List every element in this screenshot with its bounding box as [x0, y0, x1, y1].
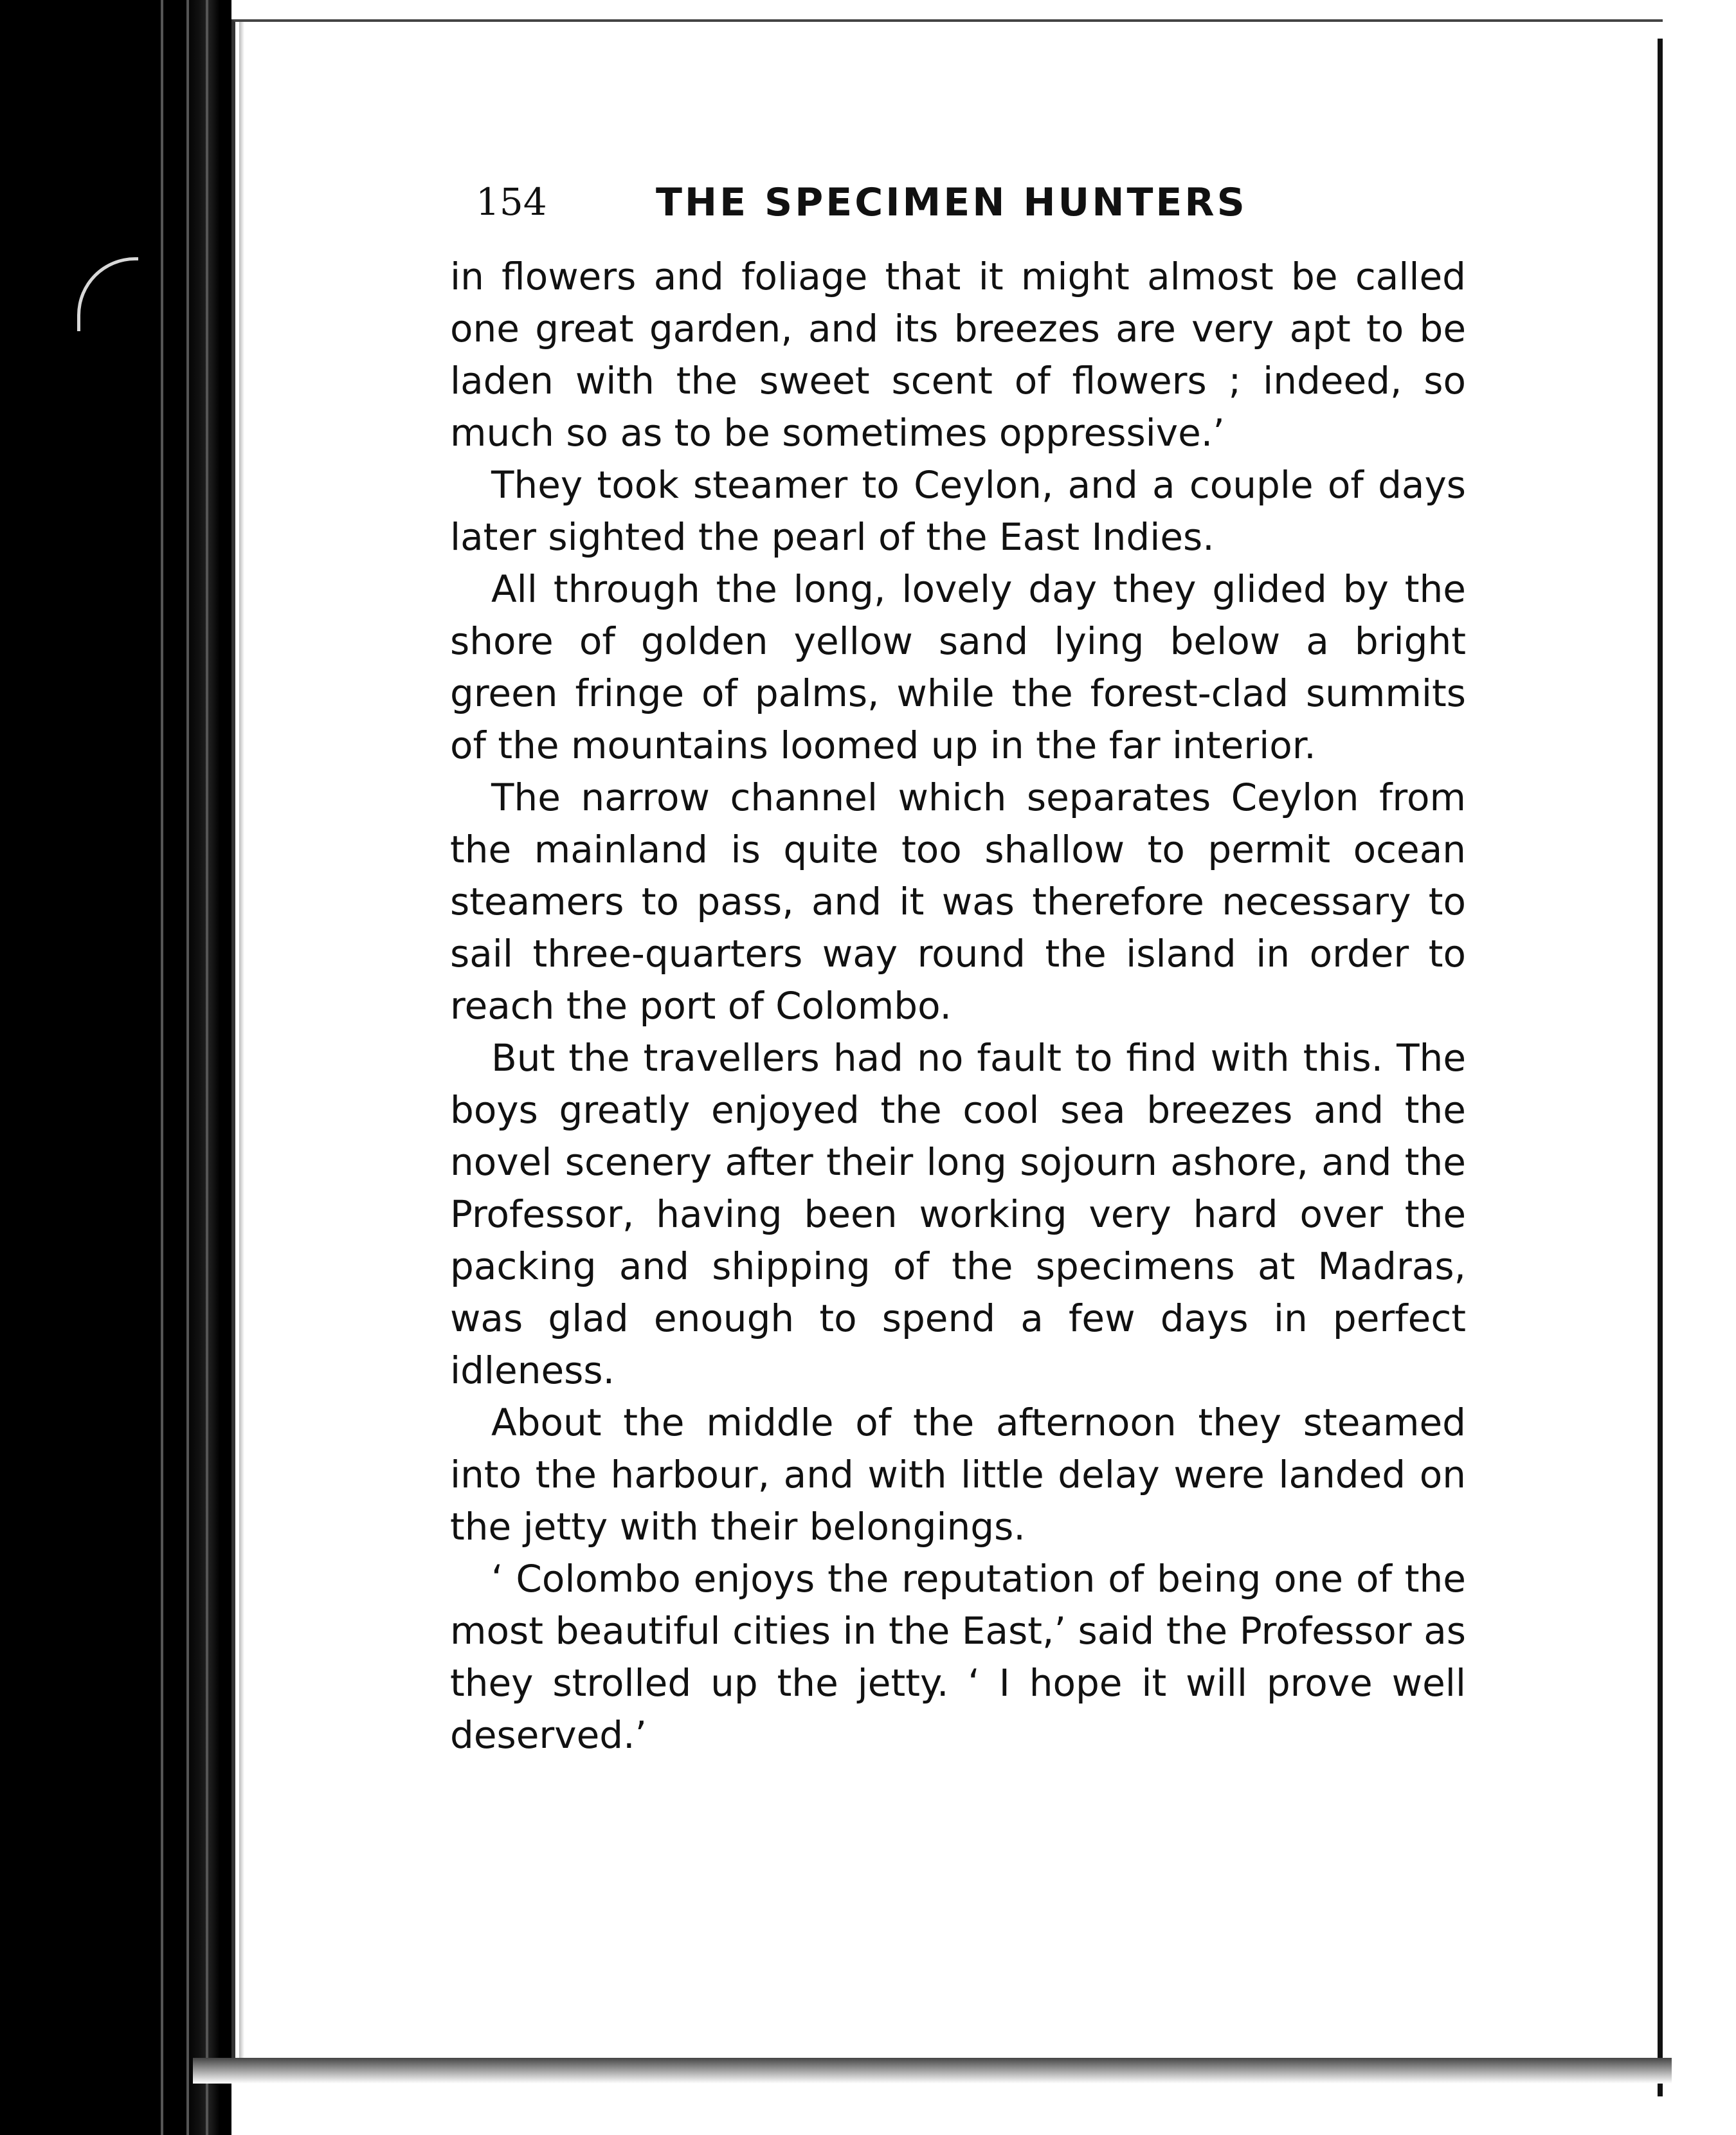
running-title: THE SPECIMEN HUNTERS	[656, 180, 1247, 225]
paragraph: But the travellers had no fault to find with this. The boys greatly enjoyed the cool sea breezes and the novel scenery after their long sojourn ashore, and the Professor, having been working very hard over the packing and shipping of the specimens at Madras, was glad enough to spend a few days in perfect idleness.	[450, 1036, 1466, 1392]
body-text	[450, 251, 1466, 1761]
paragraph: in flowers and foliage that it might almost be called one great garden, and its breezes are very apt to be laden with the sweet scent of flowers ; indeed, so much so as to be sometimes oppressive.’	[450, 255, 1466, 455]
spine-edge-line	[206, 0, 208, 2135]
page-number: 154	[476, 180, 547, 224]
book-spine	[0, 0, 231, 2135]
spine-edge-line	[161, 0, 163, 2135]
spine-edge-line	[186, 0, 189, 2135]
paragraph: All through the long, lovely day they glided by the shore of golden yellow sand lying below a bright green fringe of palms, while the forest-clad summits of the mountains loomed up in the far interior.	[450, 567, 1466, 767]
paragraph: They took steamer to Ceylon, and a couple of days later sighted the pearl of the East Indies.	[450, 463, 1466, 559]
paragraph: ‘ Colombo enjoys the reputation of being one of the most beautiful cities in the East,’ said the Professor as they strolled up the jetty. ‘ I hope it will prove well deserved.’	[450, 1557, 1466, 1757]
page-bottom-shadow	[193, 2058, 1672, 2084]
facing-page-strip	[1663, 39, 1736, 2096]
page-gutter-shade	[239, 22, 244, 2080]
facing-page-edge	[1658, 39, 1663, 2096]
page-curl-mark	[77, 257, 138, 331]
running-head	[476, 174, 1312, 244]
paragraph: The narrow channel which separates Ceylon from the mainland is quite too shallow to permit ocean steamers to pass, and it was therefore necessary to sail three-quarters way round the island in order to reach the port of Colombo.	[450, 776, 1466, 1028]
paragraph: About the middle of the afternoon they steamed into the harbour, and with little delay were landed on the jetty with their belongings.	[450, 1401, 1466, 1549]
